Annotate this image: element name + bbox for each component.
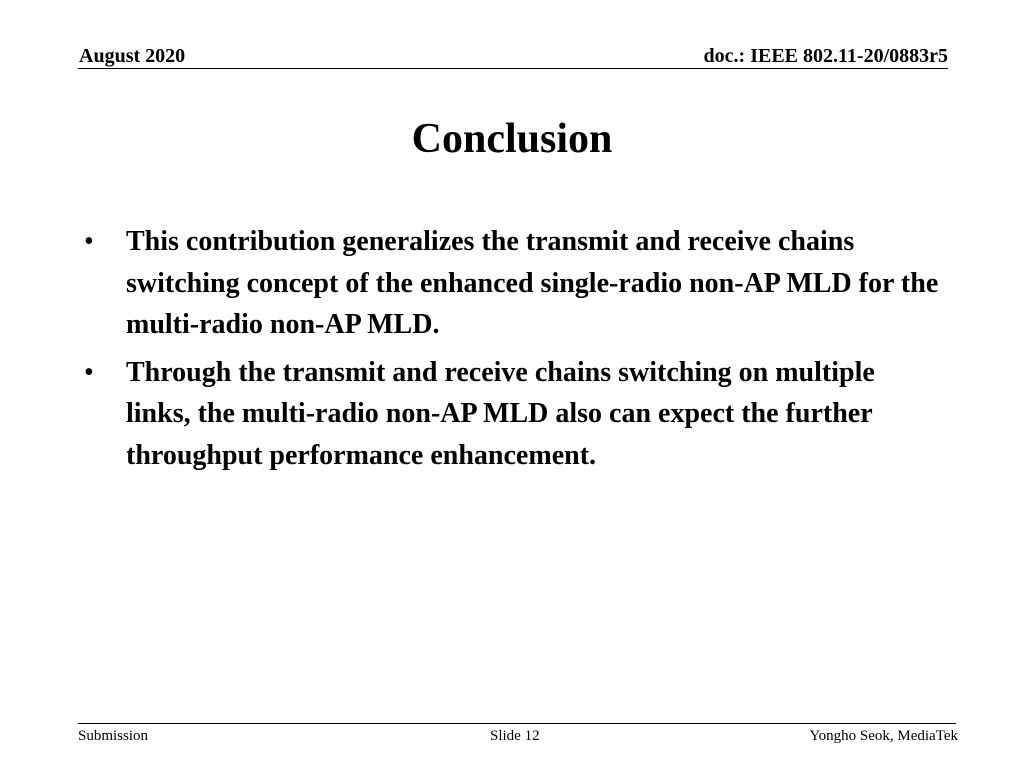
bullet-marker: • [84, 356, 94, 388]
footer-author: Yongho Seok, MediaTek [809, 728, 958, 744]
header-date: August 2020 [79, 45, 186, 67]
header-divider [78, 68, 948, 69]
bullet-item [84, 221, 944, 346]
bullet-list [84, 221, 944, 482]
bullet-item [84, 352, 944, 477]
footer-slide-number: Slide 12 [490, 728, 540, 744]
bullet-text: Through the transmit and receive chains switching on multiple links, the multi-radio non-AP MLD also can expect the further throughput performance enhancement. [126, 356, 875, 471]
footer-divider [78, 723, 956, 724]
footer-submission: Submission [78, 728, 149, 744]
slide-title: Conclusion [411, 116, 613, 162]
header-doc-id: doc.: IEEE 802.11-20/0883r5 [703, 45, 948, 67]
bullet-marker: • [84, 226, 94, 257]
bullet-text: This contribution generalizes the transmit and receive chains switching concept of the enhanced single-radio non-AP MLD for the multi-radio non-AP MLD. [126, 226, 939, 340]
